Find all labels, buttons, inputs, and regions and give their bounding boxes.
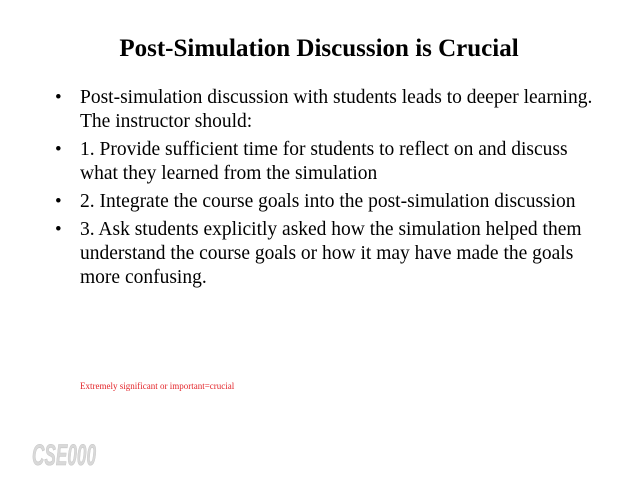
bullet-dot-icon: •: [55, 191, 62, 212]
bullet-item: [50, 218, 610, 290]
bullet-dot-icon: •: [55, 139, 62, 160]
slide-title: Post-Simulation Discussion is Crucial: [119, 35, 519, 62]
cse-logo-icon: [30, 433, 98, 472]
bullet-item: [50, 190, 610, 214]
footnote: Extremely significant or important=crucial: [80, 381, 235, 391]
bullet-text: Post-simulation discussion with students leads to deeper learning. The instructor should:: [80, 87, 593, 132]
bullet-text: 3. Ask students explicitly asked how the simulation helped them understand the course goals or how it may have made the goals more confusing.: [80, 219, 582, 288]
bullet-dot-icon: •: [55, 87, 62, 108]
bullet-list: [50, 86, 610, 294]
bullet-text: 1. Provide sufficient time for students to reflect on and discuss what they learned from the simulation: [80, 139, 568, 184]
bullet-dot-icon: •: [55, 219, 62, 240]
bullet-text: 2. Integrate the course goals into the post-simulation discussion: [80, 191, 576, 212]
bullet-item: [50, 86, 610, 134]
logo-text: CSE000: [32, 439, 97, 472]
bullet-item: [50, 138, 610, 186]
